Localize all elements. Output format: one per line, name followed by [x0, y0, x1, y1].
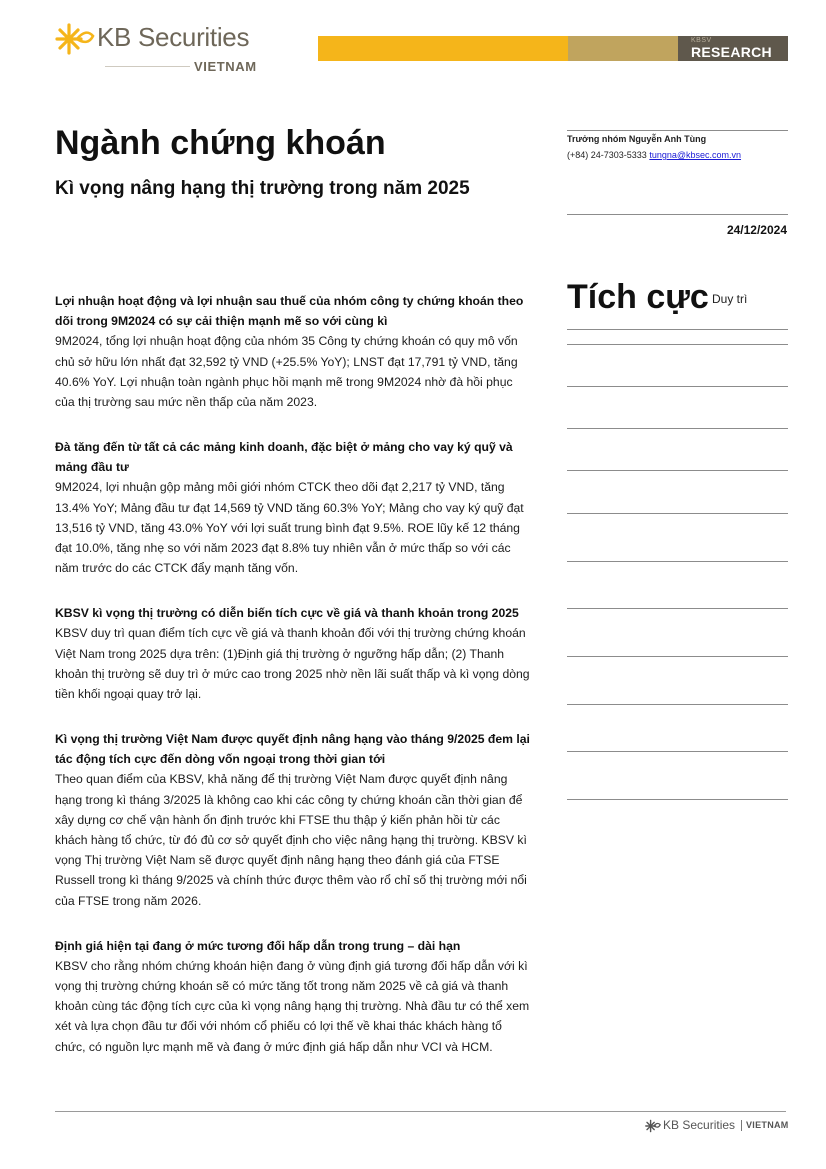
divider — [567, 608, 788, 609]
report-date: 24/12/2024 — [726, 223, 787, 237]
banner-tan-bar — [568, 36, 678, 61]
divider — [567, 561, 788, 562]
logo-country-text: VIETNAM — [194, 59, 257, 74]
section-market-upgrade — [55, 729, 535, 911]
divider — [567, 428, 788, 429]
analyst-email-link[interactable]: tungna@kbsec.com.vn — [649, 150, 742, 160]
analyst-phone: (+84) 24-7303-5333 — [567, 150, 647, 160]
banner-yellow-bar — [318, 36, 568, 61]
banner-kbsv-label: KBSV — [691, 37, 712, 44]
section-body: 9M2024, lợi nhuận gộp mảng môi giới nhóm CTCK theo dõi đạt 2,217 tỷ VND, tăng 13.4% YoY; Mảng đầu tư đạt 14,569 tỷ VND tăng 60.3% YoY; Mảng cho vay ký quỹ đạt 13,516 tỷ VND, tăng 43.0% YoY với lợi suất trung bình đạt 9.5%. ROE lũy kế 12 tháng đạt 10.0%, tăng nhẹ so với năm 2023 đạt 8.8% tuy nhiên vẫn ở mức thấp so với các năm trước do các CTCK đẩy mạnh tăng vốn. — [55, 480, 524, 576]
divider — [567, 751, 788, 752]
section-heading: Đà tăng đến từ tất cả các mảng kinh doanh, đặc biệt ở mảng cho vay ký quỹ và mảng đầu tư — [55, 440, 513, 475]
logo-divider — [105, 66, 190, 67]
rating-label: Tích cực — [567, 278, 709, 316]
divider — [567, 513, 788, 514]
divider — [567, 214, 788, 215]
section-valuation — [55, 936, 535, 1057]
footer-brand-text: KB Securities — [663, 1118, 736, 1132]
section-operating-profit — [55, 291, 535, 412]
section-market-outlook — [55, 603, 535, 704]
divider — [567, 470, 788, 471]
footer-divider — [55, 1111, 786, 1112]
analyst-name: Trưởng nhóm Nguyễn Anh Tùng — [567, 134, 707, 144]
footer-country-text: VIETNAM — [746, 1120, 789, 1130]
banner-research-label: RESEARCH — [691, 44, 772, 60]
section-body: KBSV duy trì quan điểm tích cực về giá và thanh khoản đối với thị trường chứng khoán Việt Nam trong 2025 dựa trên: (1)Định giá thị trường ở ngưỡng hấp dẫn; (2) Thanh khoản thị trường sẽ duy trì ở mức cao trong 2025 nhờ nền lãi suất thấp và kì vọng dòng tiền khối ngoại quay trở lại. — [55, 626, 530, 702]
footer-logo — [645, 1117, 790, 1135]
section-business-segments — [55, 437, 535, 578]
section-heading: Lợi nhuận hoạt động và lợi nhuận sau thuế của nhóm công ty chứng khoán theo dõi trong 9M2024 có sự cải thiện mạnh mẽ so với cùng kì — [55, 294, 524, 329]
section-heading: KBSV kì vọng thị trường có diễn biến tích cực về giá và thanh khoản trong 2025 — [55, 606, 519, 621]
divider — [567, 130, 788, 131]
rating-status: Duy trì — [712, 292, 748, 306]
report-subtitle: Kì vọng nâng hạng thị trường trong năm 2025 — [55, 178, 470, 199]
analyst-contact — [567, 150, 741, 160]
divider — [567, 329, 788, 330]
section-body: 9M2024, tổng lợi nhuận hoạt động của nhóm 35 Công ty chứng khoán có quy mô vốn chủ sở hữu lớn nhất đạt 32,592 tỷ VND (+25.5% YoY); LNST đạt 17,791 tỷ VND, tăng 40.6% YoY. Lợi nhuận toàn ngành phục hồi mạnh mẽ trong 9M2024 nhờ đà hồi phục của thị trường sau mức nền thấp của năm 2023. — [55, 334, 518, 410]
report-body — [55, 291, 535, 1082]
divider — [567, 799, 788, 800]
divider — [567, 344, 788, 345]
section-heading: Định giá hiện tại đang ở mức tương đối hấp dẫn trong trung – dài hạn — [55, 938, 461, 953]
divider — [567, 704, 788, 705]
divider — [567, 386, 788, 387]
footer-separator — [741, 1120, 742, 1131]
kb-star-icon — [55, 22, 95, 56]
report-title: Ngành chứng khoán — [55, 124, 386, 162]
kb-star-icon — [645, 1119, 661, 1133]
logo-brand-text: KB Securities — [97, 22, 250, 52]
section-body: KBSV cho rằng nhóm chứng khoán hiện đang ở vùng định giá tương đối hấp dẫn với kì vọng thị trường chứng khoán sẽ có mức tăng tốt trong năm 2025 về cả giá và thanh khoản cùng tác động tích cực của kì vọng nâng hạng thị trường. Nhà đầu tư có thể xem xét và lựa chọn đầu tư đối với nhóm cổ phiếu có lợi thế về khai thác khách hàng tổ chức, có nguồn lực mạnh mẽ và đang ở mức định giá hấp dẫn như VCI và HCM. — [55, 958, 530, 1054]
section-heading: Kì vọng thị trường Việt Nam được quyết định nâng hạng vào tháng 9/2025 đem lại tác động tích cực đến dòng vốn ngoại trong thời gian tới — [55, 732, 530, 767]
divider — [567, 656, 788, 657]
kb-securities-logo — [55, 20, 270, 78]
section-body: Theo quan điểm của KBSV, khả năng để thị trường Việt Nam được quyết định nâng hạng trong kì tháng 3/2025 là không cao khi các công ty chứng khoán cần thời gian để xây dựng cơ chế vận hành ổn định trước khi FTSE thu thập ý kiến phản hồi từ các khách hàng tổ chức, từ đó đủ cơ sở quyết định cho việc nâng hạng thị trường. KBSV kì vọng Thị trường Việt Nam sẽ được quyết định nâng hạng theo đánh giá của FTSE Russell trong kì tháng 9/2025 và chính thức được thêm vào rổ chỉ số thị trường mới nổi của FTSE trong năm 2026. — [55, 772, 527, 908]
